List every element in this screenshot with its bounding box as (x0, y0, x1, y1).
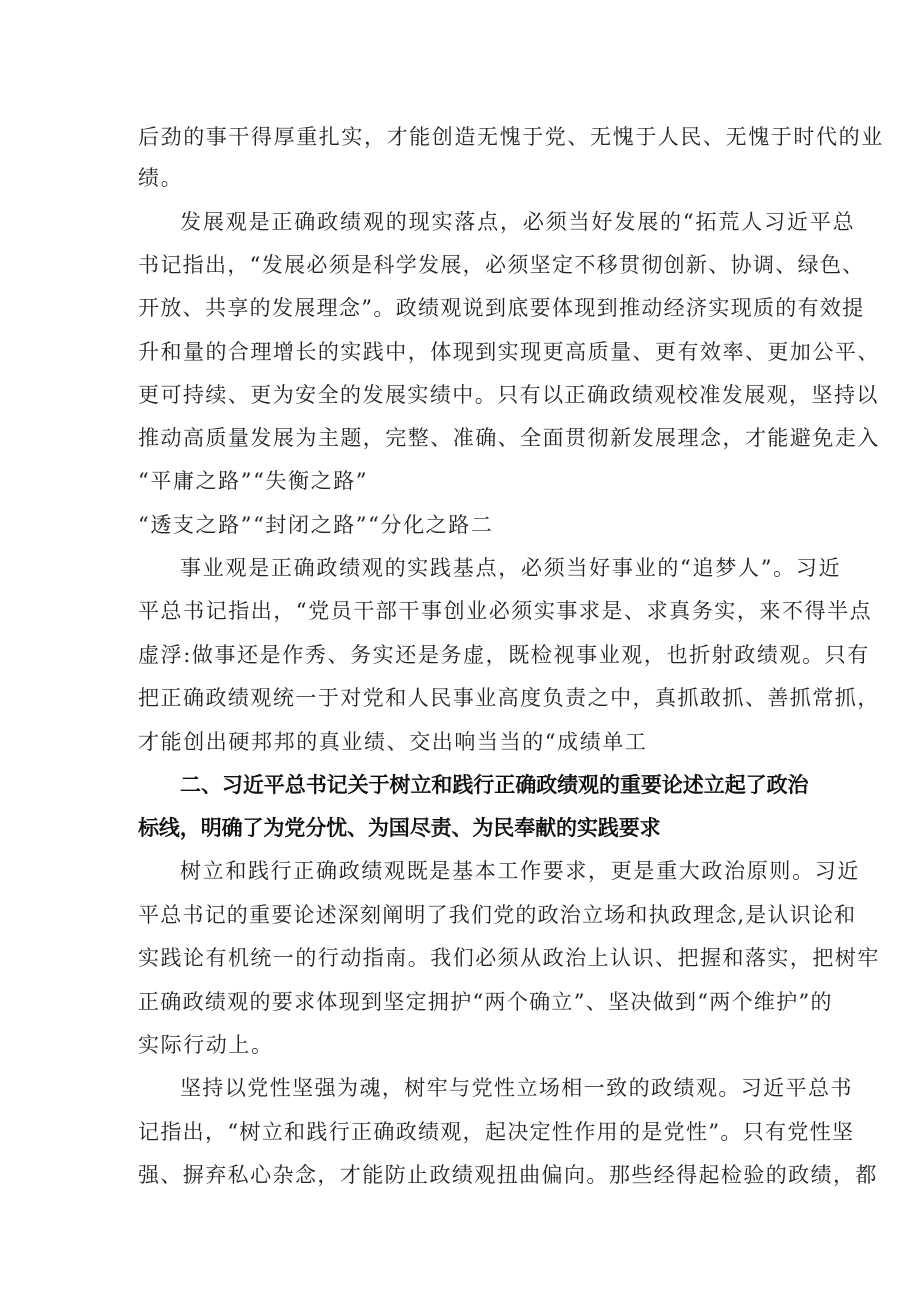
section-heading: 二、习近平总书记关于树立和践行正确政绩观的重要论述立起了政治 (180, 773, 809, 797)
text-line: 把正确政绩观统一于对党和人民事业高度负责之中，真抓敢抓、善抓常抓， (138, 686, 880, 710)
text-line: 实践论有机统一的行动指南。我们必须从政治上认识、把握和落实，把树牢 (138, 946, 880, 970)
text-line: 绩。 (138, 166, 184, 190)
text-line: 才能创出硬邦邦的真业绩、交出响当当的“成绩单工 (138, 730, 648, 754)
text-line: 坚持以党性坚强为魂，树牢与党性立场相一致的政绩观。习近平总书 (180, 1076, 853, 1100)
text-line: 后劲的事干得厚重扎实，才能创造无愧于党、无愧于人民、无愧于时代的业 (138, 125, 884, 149)
text-line: 书记指出，“发展必须是科学发展，必须坚定不移贯彻创新、协调、绿色、 (138, 253, 865, 277)
text-line: 发展观是正确政绩观的现实落点，必须当好发展的“拓荒人习近平总 (180, 210, 856, 234)
text-line: 推动高质量发展为主题，完整、准确、全面贯彻新发展理念，才能避免走入 (138, 426, 880, 450)
text-line: 实际行动上。 (138, 1033, 274, 1057)
text-line: “平庸之路”“失衡之路” (138, 469, 369, 493)
text-line: 记指出，“树立和践行正确政绩观，起决定性作用的是党性”。只有党性坚 (138, 1120, 855, 1144)
text-line: 事业观是正确政绩观的实践基点，必须当好事业的“追梦人”。习近 (180, 556, 842, 580)
text-line: 平总书记指出，“党员干部干事创业必须实事求是、求真务实，来不得半点 (138, 599, 873, 623)
text-line: 强、摒弃私心杂念，才能防止政绩观扭曲偏向。那些经得起检验的政绩，都 (138, 1163, 878, 1187)
text-line: 开放、共享的发展理念”。政绩观说到底要体现到推动经济实现质的有效提 (138, 296, 865, 320)
text-line: 更可持续、更为安全的发展实绩中。只有以正确政绩观校准发展观，坚持以 (138, 383, 879, 407)
text-line: 虚浮:做事还是作秀、务实还是务虚，既检视事业观，也折射政绩观。只有 (138, 643, 870, 667)
text-line: 升和量的合理增长的实践中，体现到实现更高质量、更有效率、更加公平、 (138, 340, 880, 364)
section-heading: 标线，明确了为党分忧、为国尽责、为民奉献的实践要求 (138, 816, 661, 840)
text-line: 树立和践行正确政绩观既是基本工作要求，更是重大政治原则。习近 (180, 859, 861, 883)
text-line: 平总书记的重要论述深刻阐明了我们党的政治立场和执政理念,是认识论和 (138, 903, 857, 927)
text-line: “透支之路”“封闭之路”“分化之路二 (138, 513, 494, 537)
text-line: 正确政绩观的要求体现到坚定拥护“两个确立”、坚决做到“两个维护”的 (138, 990, 833, 1014)
